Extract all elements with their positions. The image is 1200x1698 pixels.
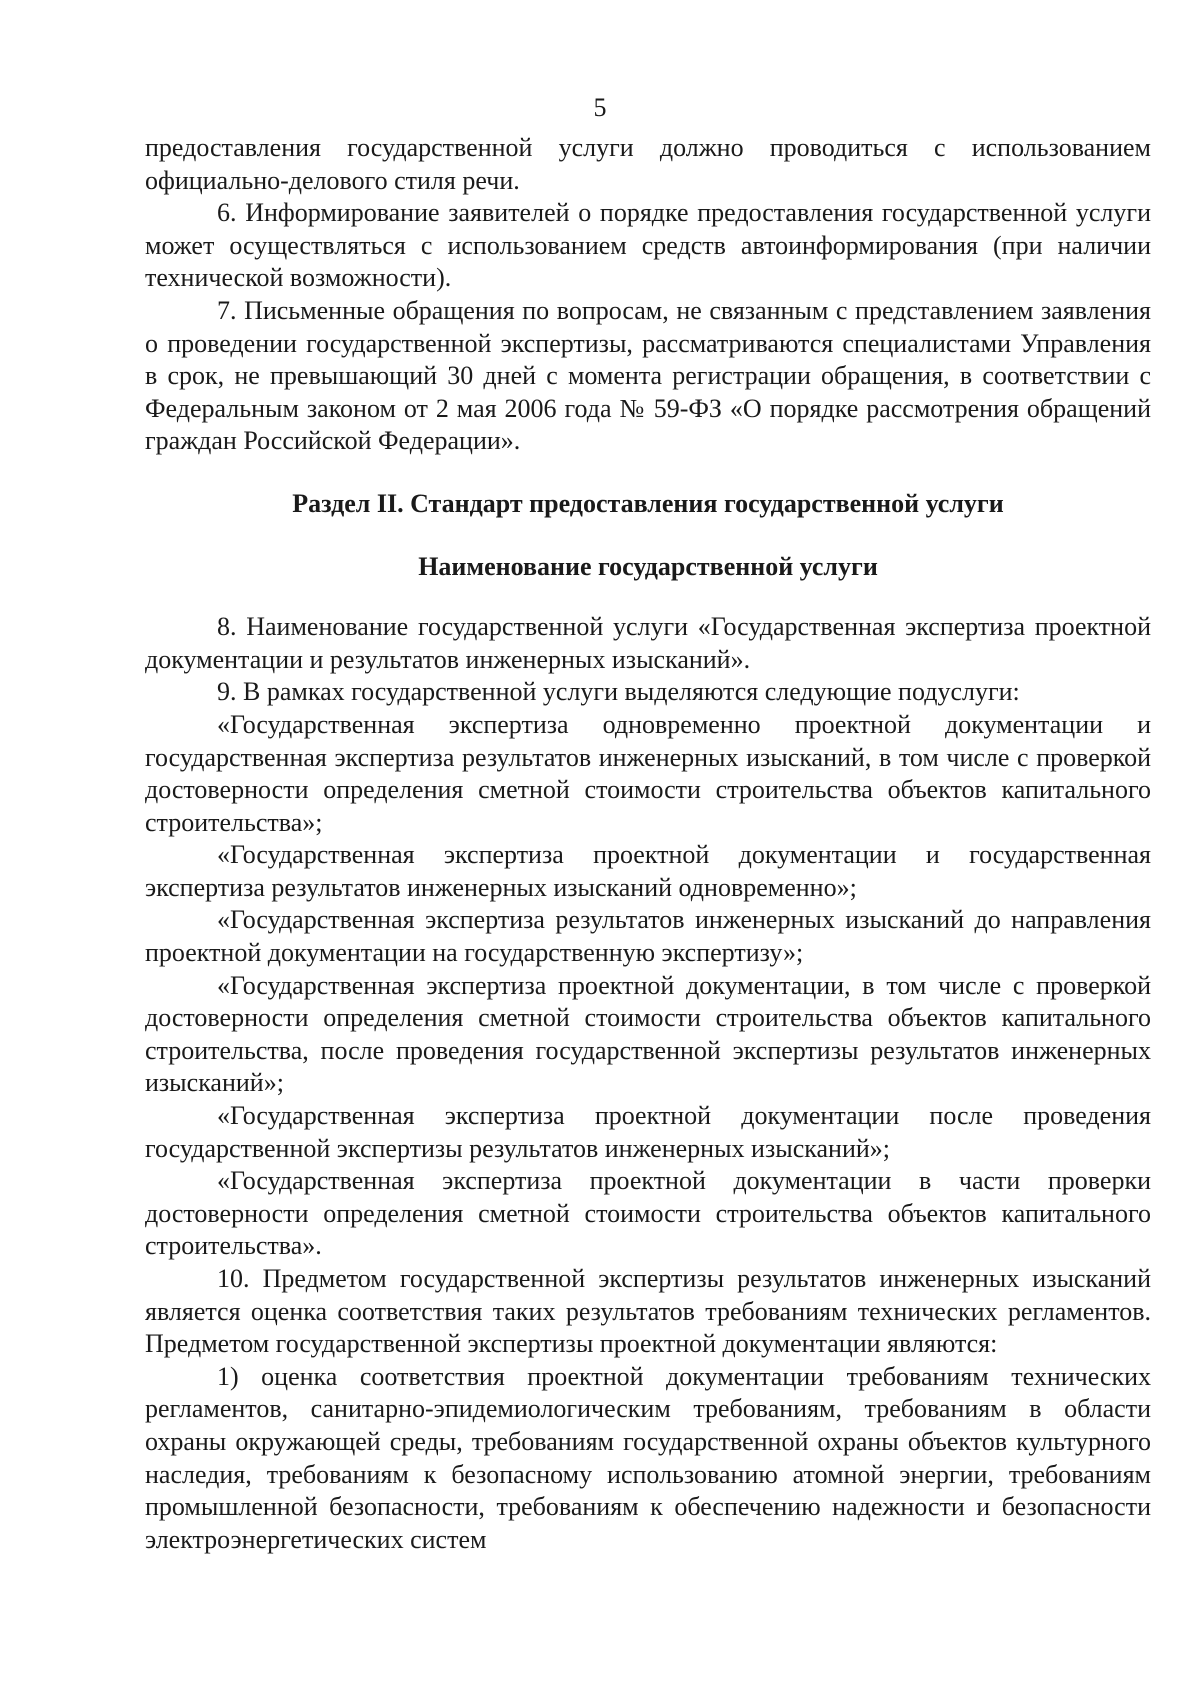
document-body: [145, 132, 1151, 1556]
subservice-item: «Государственная экспертиза результатов инженерных изысканий до направления проектной документации на государственную экспертизу»;: [145, 905, 1151, 968]
subsection-title: Наименование государственной услуги: [418, 551, 878, 581]
paragraph-9: 9. В рамках государственной услуги выделяются следующие подуслуги:: [217, 677, 1020, 707]
subservice-item: «Государственная экспертиза проектной документации в части проверки достоверности определения сметной стоимости строительства объектов капитального строительства».: [145, 1166, 1151, 1261]
paragraph-7: 7. Письменные обращения по вопросам, не связанным с представлением заявления о проведении государственной экспертизы, рассматриваются специалистами Управления в срок, не превышающий 30 дней с момента регистрации обращения, в соответствии с Федеральным законом от 2 мая 2006 года № 59-ФЗ «О порядке рассмотрения обращений граждан Российской Федерации».: [145, 295, 1151, 456]
paragraph-8: 8. Наименование государственной услуги «Государственная экспертиза проектной документации и результатов инженерных изысканий».: [145, 612, 1151, 674]
page-number: 5: [593, 93, 607, 122]
list-item-1: 1) оценка соответствия проектной документации требованиям технических регламентов, санитарно-эпидемиологическим требованиям, требованиям в области охраны окружающей среды, требованиям государственной охраны объектов культурного наследия, требованиям к безопасному использованию атомной энергии, требованиям промышленной безопасности, требованиям к обеспечению надежности и безопасности электроэнергетических систем: [145, 1361, 1151, 1554]
paragraph-10: 10. Предметом государственной экспертизы результатов инженерных изысканий является оценка соответствия таких результатов требованиям технических регламентов. Предметом государственной экспертизы проектной документации являются:: [145, 1264, 1151, 1359]
subservice-item: «Государственная экспертиза проектной документации после проведения государственной экспертизы результатов инженерных изысканий»;: [145, 1101, 1151, 1163]
subservice-item: «Государственная экспертиза проектной документации и государственная экспертиза результатов инженерных изысканий одновременно»;: [145, 840, 1151, 902]
paragraph-6: 6. Информирование заявителей о порядке предоставления государственной услуги может осуществляться с использованием средств автоинформирования (при наличии технической возможности).: [145, 198, 1151, 293]
subservice-item: «Государственная экспертиза одновременно проектной документации и государственная экспертиза результатов инженерных изысканий, в том числе с проверкой достоверности определения сметной стоимости строительства объектов капитального строительства»;: [145, 709, 1151, 837]
intro-continuation: предоставления государственной услуги должно проводиться с использованием официально-делового стиля речи.: [145, 133, 1151, 195]
subservice-item: «Государственная экспертиза проектной документации, в том числе с проверкой достоверности определения сметной стоимости строительства объектов капитального строительства, после проведения государственной экспертизы результатов инженерных изысканий»;: [145, 970, 1151, 1098]
section-title: Раздел II. Стандарт предоставления государственной услуги: [292, 488, 1004, 518]
